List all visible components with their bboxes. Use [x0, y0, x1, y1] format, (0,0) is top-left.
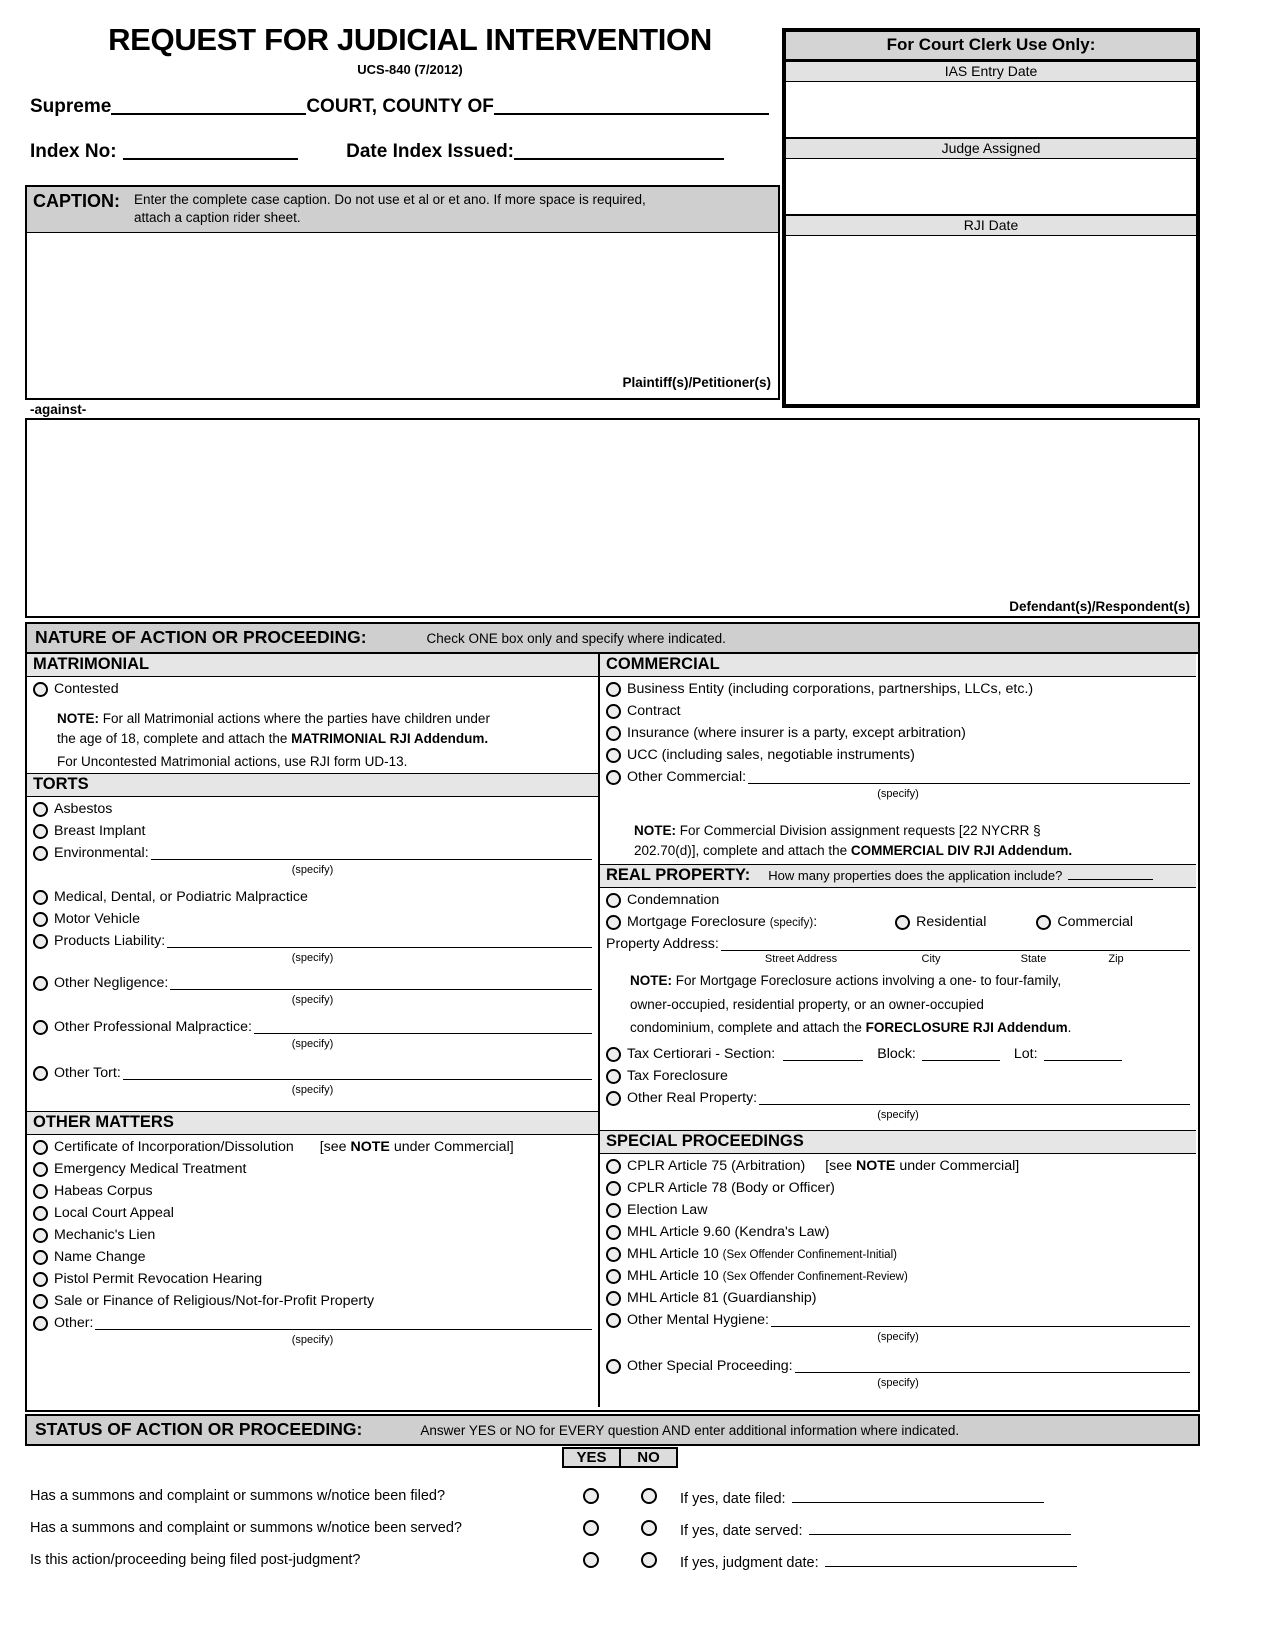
- question-text: Is this action/proceeding being filed post-judgment?: [30, 1552, 361, 1568]
- option-label: MHL Article 81 (Guardianship): [627, 1289, 817, 1306]
- option-label: Sale or Finance of Religious/Not-for-Profit Property: [54, 1293, 375, 1310]
- caption-header: [27, 187, 778, 233]
- specify-hint: (specify): [877, 1376, 919, 1389]
- option-label: Contested: [54, 681, 119, 697]
- radio-icon[interactable]: [1036, 915, 1051, 930]
- option-label: [627, 1246, 897, 1262]
- option-label: Other Tort:: [54, 1065, 121, 1082]
- radio-icon[interactable]: [33, 1294, 48, 1309]
- note-line1: For Mortgage Foreclosure actions involving a one- to four-family,: [672, 973, 1062, 989]
- radio-icon[interactable]: [606, 1247, 621, 1262]
- section-input[interactable]: [783, 1046, 863, 1061]
- special-proceedings-items: [600, 1154, 1196, 1398]
- option-label: Other Special Proceeding:: [627, 1357, 793, 1374]
- option-label: UCC (including sales, negotiable instruments): [627, 747, 915, 763]
- option-asbestos[interactable]: [33, 801, 592, 817]
- court-type-value[interactable]: Supreme: [30, 96, 112, 117]
- radio-icon[interactable]: [606, 726, 621, 741]
- option-condemnation[interactable]: [606, 892, 1190, 908]
- option-label: CPLR Article 78 (Body or Officer): [627, 1179, 835, 1196]
- option-label: Products Liability:: [54, 933, 166, 950]
- zip-label: Zip: [1108, 953, 1124, 966]
- address-part-labels: [606, 952, 1190, 969]
- radio-icon[interactable]: [606, 1313, 621, 1328]
- radio-icon[interactable]: [33, 1272, 48, 1287]
- radio-icon[interactable]: [606, 770, 621, 785]
- option-label: [627, 1158, 1019, 1174]
- note-line3-pre: condominium, complete and attach the: [630, 1020, 866, 1036]
- defendant-entry-area[interactable]: [25, 418, 1200, 618]
- option-breast-implant[interactable]: [33, 823, 592, 839]
- lot-input[interactable]: [1044, 1046, 1122, 1061]
- option-mechanics-lien[interactable]: [33, 1227, 592, 1243]
- option-text: Mortgage Foreclosure: [627, 914, 766, 931]
- specify-hint: (specify): [291, 864, 334, 877]
- note-line3-bold: FORECLOSURE RJI Addendum: [865, 1020, 1068, 1036]
- radio-icon[interactable]: [33, 802, 48, 817]
- caption-instruction-line1: Enter the complete case caption. Do not use et al or et ano. If more space is required,: [134, 192, 646, 207]
- option-other-real-property[interactable]: [606, 1090, 1190, 1106]
- radio-icon[interactable]: [606, 1203, 621, 1218]
- commercial-items: [600, 677, 1196, 809]
- radio-icon[interactable]: [606, 1159, 621, 1174]
- option-cplr-78[interactable]: [606, 1180, 1190, 1196]
- option-other-commercial[interactable]: [606, 769, 1190, 785]
- option-label: Environmental:: [54, 845, 149, 862]
- other-negligence-specify-input[interactable]: [170, 975, 592, 990]
- status-question-row: [25, 1546, 1200, 1578]
- index-no-label: Index No:: [30, 141, 117, 162]
- special-proceedings-heading: SPECIAL PROCEEDINGS: [600, 1130, 1196, 1154]
- option-label: Business Entity (including corporations, partnerships, LLCs, etc.): [627, 681, 1034, 697]
- radio-no-summons-served[interactable]: [641, 1520, 657, 1536]
- option-motor-vehicle[interactable]: [33, 911, 592, 927]
- option-label: Medical, Dental, or Podiatric Malpractice: [54, 889, 308, 906]
- radio-icon[interactable]: [895, 915, 910, 930]
- ias-entry-date-label: IAS Entry Date: [786, 62, 1196, 82]
- option-residential-label: Residential: [916, 914, 987, 931]
- note-line2-bold: MATRIMONIAL RJI Addendum.: [291, 730, 489, 746]
- block-input[interactable]: [922, 1046, 1000, 1061]
- rji-date-field[interactable]: [786, 236, 1196, 386]
- radio-icon[interactable]: [33, 824, 48, 839]
- option-emergency-medical-treatment[interactable]: [33, 1161, 592, 1177]
- court-clerk-box: [782, 28, 1200, 408]
- option-other-special-proceeding[interactable]: [606, 1358, 1190, 1374]
- date-served-input[interactable]: [809, 1520, 1071, 1535]
- option-other-negligence[interactable]: [33, 975, 592, 991]
- lot-label: Lot:: [1013, 1045, 1038, 1062]
- note-line2-pre: 202.70(d)], complete and attach the: [634, 842, 851, 858]
- other-matters-items: [27, 1135, 598, 1355]
- option-label: Mechanic's Lien: [54, 1227, 156, 1244]
- nature-right-column: [600, 654, 1196, 1407]
- other-professional-malpractice-specify-input[interactable]: [254, 1019, 592, 1034]
- option-cplr-75[interactable]: [606, 1158, 1190, 1174]
- real-property-heading-text: REAL PROPERTY: [606, 866, 745, 885]
- radio-icon[interactable]: [606, 1225, 621, 1240]
- specify-hint: (specify): [291, 952, 334, 965]
- radio-icon[interactable]: [606, 893, 621, 908]
- option-habeas-corpus[interactable]: [33, 1183, 592, 1199]
- torts-heading: TORTS: [27, 773, 598, 797]
- option-suffix-pre: [see: [825, 1157, 856, 1174]
- radio-icon[interactable]: [33, 1140, 48, 1155]
- matrimonial-note: [27, 707, 598, 752]
- option-label: Condemnation: [627, 892, 720, 909]
- option-local-court-appeal[interactable]: [33, 1205, 592, 1221]
- note-line2-pre: the age of 18, complete and attach the: [57, 730, 292, 746]
- option-tax-foreclosure[interactable]: [606, 1068, 1190, 1084]
- environmental-specify-input[interactable]: [151, 845, 592, 860]
- option-label: Pistol Permit Revocation Hearing: [54, 1271, 263, 1288]
- against-label: -against-: [30, 402, 87, 417]
- option-suffix-post: under Commercial]: [895, 1157, 1020, 1174]
- commercial-note: [600, 809, 1196, 864]
- judge-assigned-field[interactable]: [786, 159, 1196, 214]
- real-property-question: How many properties does the application include?: [768, 868, 1063, 884]
- option-label: Tax Foreclosure: [627, 1067, 728, 1084]
- radio-icon[interactable]: [606, 1359, 621, 1374]
- option-ucc[interactable]: [606, 747, 1190, 763]
- option-text: MHL Article 10: [627, 1267, 723, 1284]
- note-bold: NOTE:: [630, 973, 672, 989]
- state-label: State: [1020, 953, 1047, 966]
- option-other-mental-hygiene[interactable]: [606, 1312, 1190, 1328]
- radio-no-summons-filed[interactable]: [641, 1488, 657, 1504]
- defendant-label: Defendant(s)/Respondent(s): [1009, 599, 1190, 614]
- index-line: [30, 140, 775, 163]
- option-label: Other Commercial:: [627, 769, 747, 785]
- radio-icon[interactable]: [33, 1162, 48, 1177]
- radio-yes-summons-filed[interactable]: [583, 1488, 599, 1504]
- note-line2: owner-occupied, residential property, or an owner-occupied: [630, 996, 984, 1012]
- radio-icon[interactable]: [33, 890, 48, 905]
- nature-of-action-section: [25, 622, 1200, 1412]
- block-label: Block:: [877, 1045, 916, 1062]
- other-matters-heading: OTHER MATTERS: [27, 1111, 598, 1135]
- city-label: City: [921, 953, 941, 966]
- yes-no-header-row: [25, 1446, 1200, 1482]
- option-suffix-post: under Commercial]: [389, 1139, 514, 1156]
- radio-icon[interactable]: [33, 846, 48, 861]
- other-tort-specify-input[interactable]: [123, 1065, 592, 1080]
- option-sale-finance-religious[interactable]: [33, 1293, 592, 1309]
- radio-icon[interactable]: [33, 912, 48, 927]
- radio-icon[interactable]: [606, 1269, 621, 1284]
- option-label: MHL Article 9.60 (Kendra's Law): [627, 1223, 830, 1240]
- option-products-liability[interactable]: [33, 933, 592, 949]
- radio-yes-post-judgment[interactable]: [583, 1552, 599, 1568]
- caption-instruction-line2: attach a caption rider sheet.: [134, 210, 301, 226]
- option-suffix-bold: NOTE: [350, 1139, 390, 1156]
- real-property-heading: REAL PROPERTY: How many properties does the application include?: [600, 864, 1196, 888]
- other-mental-hygiene-specify-input[interactable]: [771, 1312, 1190, 1327]
- option-label: Election Law: [627, 1201, 708, 1218]
- radio-icon[interactable]: [33, 1228, 48, 1243]
- question-text: Has a summons and complaint or summons w/notice been served?: [30, 1520, 462, 1536]
- option-label: Emergency Medical Treatment: [54, 1161, 247, 1178]
- court-type-blank[interactable]: [111, 95, 306, 115]
- nature-heading: NATURE OF ACTION OR PROCEEDING:: [35, 627, 367, 647]
- status-instruction: Answer YES or NO for EVERY question AND enter additional information where indicated.: [420, 1423, 960, 1438]
- caption-instructions: [134, 191, 646, 227]
- nature-left-column: [27, 654, 600, 1407]
- radio-icon[interactable]: [33, 1316, 48, 1331]
- option-text: Certificate of Incorporation/Dissolution: [54, 1139, 294, 1156]
- radio-icon[interactable]: [606, 748, 621, 763]
- caption-label: CAPTION:: [33, 191, 120, 211]
- specify-hint: (specify): [291, 1084, 334, 1097]
- option-label: Other:: [54, 1315, 94, 1332]
- radio-icon[interactable]: [606, 1181, 621, 1196]
- property-address-row: [606, 936, 1190, 952]
- form-number: UCS-840 (7/2012): [357, 62, 463, 77]
- radio-icon[interactable]: [33, 1206, 48, 1221]
- clerk-box-title: For Court Clerk Use Only:: [786, 32, 1196, 62]
- radio-icon[interactable]: [33, 682, 48, 697]
- court-county-line: [30, 95, 775, 118]
- option-label: Mortgage Foreclosure (specify):: [627, 914, 818, 931]
- option-subtext: (Sex Offender Confinement-Initial): [722, 1248, 897, 1261]
- option-insurance[interactable]: [606, 725, 1190, 741]
- option-pistol-permit-revocation[interactable]: [33, 1271, 592, 1287]
- note-line2-bold: COMMERCIAL DIV RJI Addendum.: [850, 842, 1073, 858]
- date-filed-group: [680, 1488, 1044, 1507]
- commercial-heading: COMMERCIAL: [600, 654, 1196, 677]
- option-commercial-label: Commercial: [1057, 914, 1134, 931]
- specify-hint: (specify): [291, 1038, 334, 1051]
- property-address-input[interactable]: [721, 936, 1190, 951]
- option-mhl-10-initial[interactable]: [606, 1246, 1190, 1262]
- option-mhl-10-review[interactable]: [606, 1268, 1190, 1284]
- matrimonial-uncontested-note: For Uncontested Matrimonial actions, use RJI form UD-13.: [57, 754, 408, 770]
- caption-entry-area[interactable]: [27, 233, 778, 393]
- ias-entry-date-field[interactable]: [786, 82, 1196, 137]
- specify-hint: (specify): [291, 1334, 334, 1347]
- option-mhl-960[interactable]: [606, 1224, 1190, 1240]
- matrimonial-heading: MATRIMONIAL: [27, 654, 598, 677]
- nature-heading-band: [27, 624, 1198, 654]
- real-property-items: [600, 888, 1196, 1130]
- matrimonial-items: [27, 677, 598, 707]
- status-heading: STATUS OF ACTION OR PROCEEDING:: [35, 1419, 363, 1439]
- option-label: Tax Certiorari - Section:: [627, 1045, 776, 1062]
- option-environmental[interactable]: [33, 845, 592, 861]
- no-column-header: NO: [620, 1447, 678, 1468]
- date-served-label: If yes, date served:: [680, 1523, 803, 1539]
- foreclosure-note: [606, 969, 1190, 1040]
- option-medical-malpractice[interactable]: [33, 889, 592, 905]
- judgment-date-input[interactable]: [825, 1552, 1077, 1567]
- radio-icon[interactable]: [33, 976, 48, 991]
- torts-items: [27, 797, 598, 1111]
- option-text: MHL Article 10: [627, 1245, 723, 1262]
- radio-icon[interactable]: [606, 704, 621, 719]
- option-contract[interactable]: [606, 703, 1190, 719]
- court-county-label: COURT, COUNTY OF: [306, 96, 494, 117]
- radio-icon[interactable]: [33, 1184, 48, 1199]
- radio-icon[interactable]: [33, 1250, 48, 1265]
- date-index-issued-input[interactable]: [514, 140, 724, 160]
- note-line3-post: .: [1067, 1020, 1072, 1036]
- option-label: Breast Implant: [54, 823, 146, 840]
- radio-no-post-judgment[interactable]: [641, 1552, 657, 1568]
- status-question-row: [25, 1514, 1200, 1546]
- property-count-input[interactable]: [1068, 867, 1153, 880]
- radio-icon[interactable]: [606, 1069, 621, 1084]
- option-label: Local Court Appeal: [54, 1205, 174, 1222]
- option-name-change[interactable]: [33, 1249, 592, 1265]
- option-label: Insurance (where insurer is a party, except arbitration): [627, 725, 966, 741]
- radio-icon[interactable]: [33, 1020, 48, 1035]
- option-other-tort[interactable]: [33, 1065, 592, 1081]
- specify-hint: (specify): [291, 994, 334, 1007]
- plaintiff-label: Plaintiff(s)/Petitioner(s): [622, 375, 771, 391]
- other-commercial-specify-input[interactable]: [748, 769, 1190, 784]
- option-label: Other Negligence:: [54, 975, 169, 992]
- radio-icon[interactable]: [606, 682, 621, 697]
- question-text: Has a summons and complaint or summons w/notice been filed?: [30, 1488, 446, 1504]
- note-bold: NOTE:: [634, 823, 676, 838]
- specify-hint: (specify): [877, 1330, 919, 1343]
- other-real-property-specify-input[interactable]: [759, 1090, 1190, 1105]
- option-business-entity[interactable]: [606, 681, 1190, 697]
- option-election-law[interactable]: [606, 1202, 1190, 1218]
- option-certificate-incorporation[interactable]: [33, 1139, 592, 1155]
- date-served-group: [680, 1520, 1071, 1539]
- option-other-professional-malpractice[interactable]: [33, 1019, 592, 1035]
- judgment-date-group: [680, 1552, 1077, 1571]
- date-index-issued-label: Date Index Issued:: [346, 141, 515, 162]
- option-subtext: (Sex Offender Confinement-Review): [722, 1270, 908, 1283]
- nature-instruction: Check ONE box only and specify where indicated.: [426, 631, 726, 646]
- radio-yes-summons-served[interactable]: [583, 1520, 599, 1536]
- radio-icon[interactable]: [33, 934, 48, 949]
- radio-icon[interactable]: [606, 1091, 621, 1106]
- option-label: Other Mental Hygiene:: [627, 1311, 769, 1328]
- specify-hint: (specify): [877, 788, 919, 800]
- option-other-matter[interactable]: [33, 1315, 592, 1331]
- specify-hint: (specify): [769, 917, 814, 930]
- property-address-label: Property Address:: [606, 936, 719, 953]
- specify-hint: (specify): [877, 1108, 919, 1121]
- yes-column-header: YES: [562, 1447, 620, 1468]
- option-suffix-pre: [see: [319, 1139, 351, 1156]
- county-blank[interactable]: [494, 95, 769, 115]
- other-special-proceeding-specify-input[interactable]: [795, 1358, 1190, 1373]
- caption-box: [25, 185, 780, 400]
- option-label: Motor Vehicle: [54, 911, 140, 928]
- option-label: [54, 1139, 514, 1155]
- other-matter-specify-input[interactable]: [95, 1315, 592, 1330]
- radio-icon[interactable]: [606, 1047, 621, 1062]
- option-mortgage-foreclosure[interactable]: [606, 914, 1190, 930]
- option-label: [627, 1268, 908, 1284]
- option-label: Name Change: [54, 1249, 146, 1266]
- status-section: [25, 1414, 1200, 1578]
- option-label: Other Professional Malpractice:: [54, 1019, 252, 1036]
- note-line1: For Commercial Division assignment requests [22 NYCRR §: [676, 823, 1041, 838]
- page-title: REQUEST FOR JUDICIAL INTERVENTION: [108, 22, 712, 57]
- radio-icon[interactable]: [606, 1291, 621, 1306]
- option-label: Habeas Corpus: [54, 1183, 153, 1200]
- radio-icon[interactable]: [606, 915, 621, 930]
- option-label: Asbestos: [54, 801, 113, 818]
- judge-assigned-label: Judge Assigned: [786, 137, 1196, 159]
- radio-icon[interactable]: [33, 1066, 48, 1081]
- status-question-row: [25, 1482, 1200, 1514]
- option-label: Other Real Property:: [627, 1089, 758, 1106]
- street-address-label: Street Address: [764, 953, 838, 966]
- status-heading-band: [25, 1414, 1200, 1446]
- option-mhl-81[interactable]: [606, 1290, 1190, 1306]
- rji-date-label: RJI Date: [786, 214, 1196, 236]
- option-label: Contract: [627, 703, 681, 719]
- option-tax-certiorari[interactable]: [606, 1046, 1190, 1062]
- note-line1: For all Matrimonial actions where the parties have children under: [99, 711, 490, 726]
- note-bold: NOTE:: [57, 711, 99, 726]
- date-filed-label: If yes, date filed:: [680, 1491, 786, 1507]
- option-contested[interactable]: [33, 681, 592, 697]
- products-liability-specify-input[interactable]: [167, 933, 592, 948]
- option-text: CPLR Article 75 (Arbitration): [627, 1157, 806, 1174]
- judgment-date-label: If yes, judgment date:: [680, 1555, 819, 1571]
- index-no-input[interactable]: [123, 140, 298, 160]
- option-suffix-bold: NOTE: [855, 1157, 896, 1174]
- date-filed-input[interactable]: [792, 1488, 1044, 1503]
